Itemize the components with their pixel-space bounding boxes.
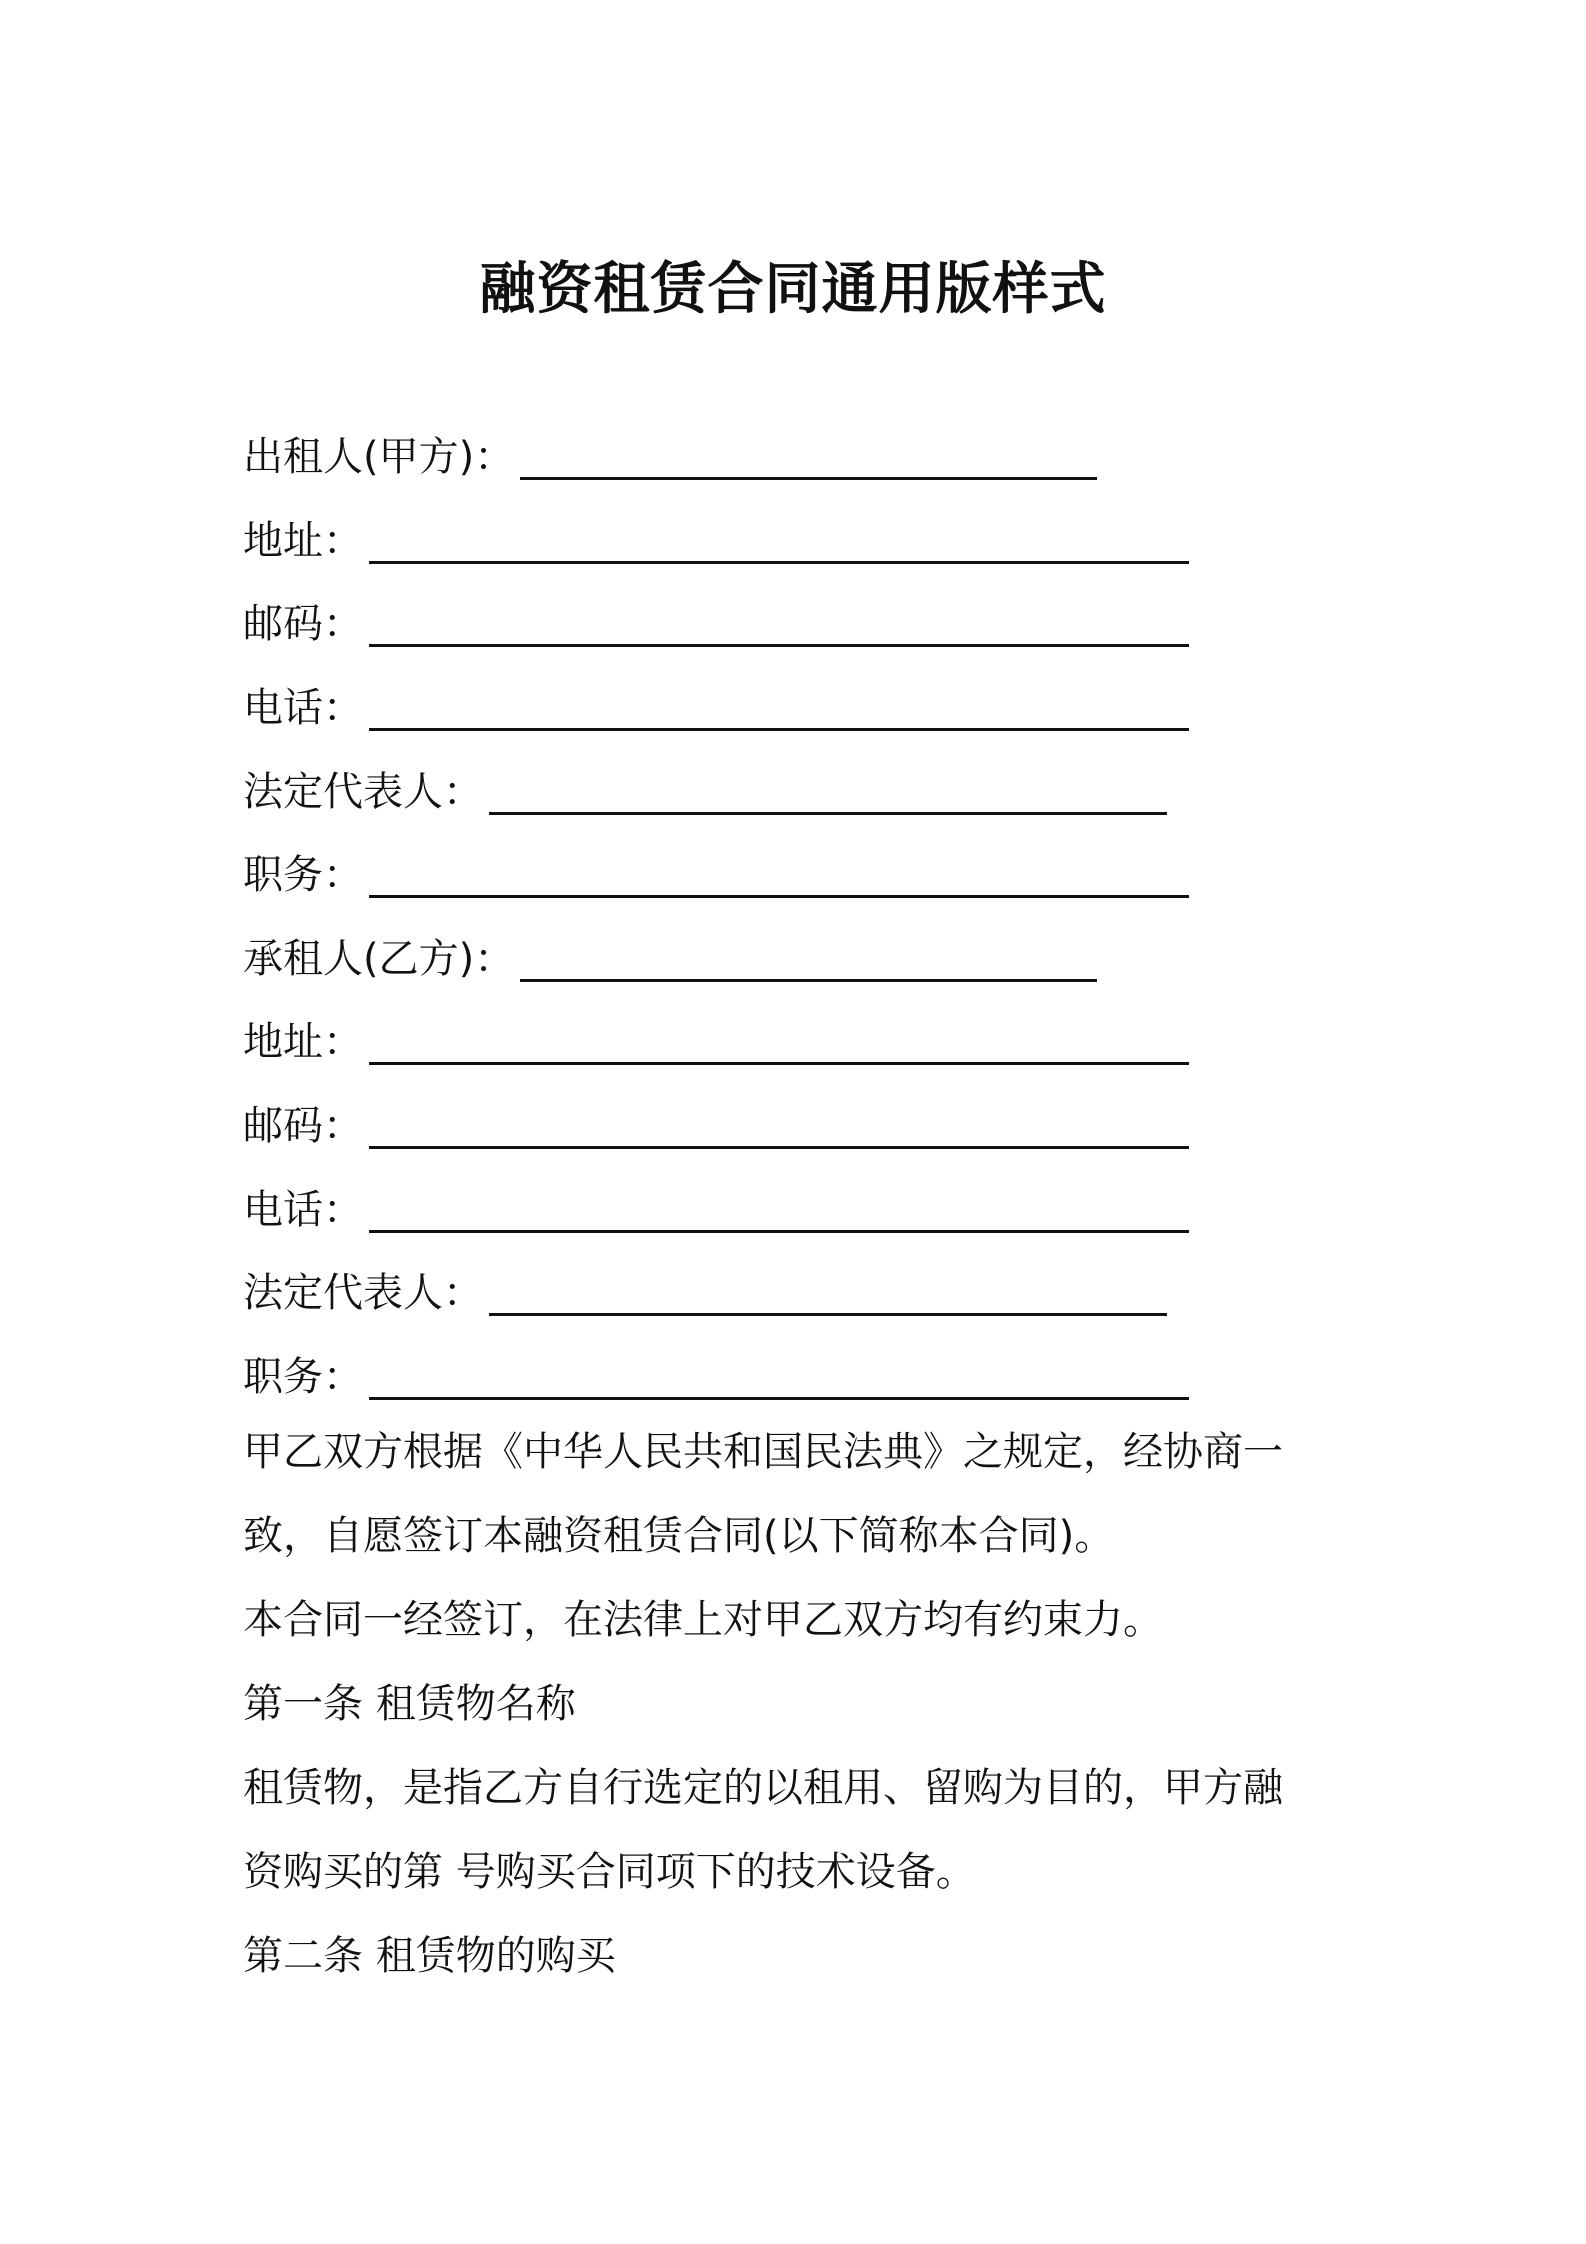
binding-clause: 本合同一经签订，在法律上对甲乙双方均有约束力。	[243, 1597, 1163, 1643]
lessor-address-label: 地址：	[243, 517, 363, 564]
article1-heading: 第一条 租赁物名称	[243, 1681, 576, 1727]
lessee-address-row	[243, 997, 1443, 1081]
lessor-position-blank	[369, 861, 1189, 898]
lessor-postcode-row	[243, 579, 1443, 663]
article1-text-line2: 资购买的第 号购买合同项下的技术设备。	[243, 1849, 976, 1895]
lessor-postcode-label: 邮码：	[243, 601, 363, 648]
lessee-name-label: 承租人(乙方)：	[243, 935, 515, 982]
lessee-postcode-row	[243, 1081, 1443, 1165]
lessee-name-row	[243, 914, 1443, 998]
party-fields	[243, 412, 1443, 1415]
lessee-position-label: 职务：	[243, 1353, 363, 1400]
lessee-legal-rep-label: 法定代表人：	[243, 1270, 483, 1317]
lessee-postcode-blank	[369, 1112, 1189, 1149]
lessee-address-blank	[369, 1028, 1189, 1065]
lessee-phone-blank	[369, 1196, 1189, 1233]
intro-paragraph-line2: 致，自愿签订本融资租赁合同(以下简称本合同)。	[243, 1513, 1115, 1559]
lessee-position-row	[243, 1332, 1443, 1416]
lessor-phone-row	[243, 663, 1443, 747]
lessor-phone-label: 电话：	[243, 685, 363, 732]
lessee-phone-row	[243, 1164, 1443, 1248]
lessor-name-blank	[520, 443, 1097, 480]
lessor-legal-rep-row	[243, 746, 1443, 830]
lessee-legal-rep-row	[243, 1248, 1443, 1332]
intro-paragraph-line1: 甲乙双方根据《中华人民共和国民法典》之规定，经协商一	[243, 1429, 1283, 1475]
article2-heading: 第二条 租赁物的购买	[243, 1933, 616, 1979]
lessor-address-blank	[369, 527, 1189, 564]
lessee-name-blank	[520, 945, 1097, 982]
lessee-position-blank	[369, 1363, 1189, 1400]
document-title: 融资租赁合同通用版样式	[479, 257, 1107, 322]
lessee-address-label: 地址：	[243, 1019, 363, 1066]
lessor-position-label: 职务：	[243, 852, 363, 899]
lessor-postcode-blank	[369, 610, 1189, 647]
lessor-address-row	[243, 496, 1443, 580]
lessor-position-row	[243, 830, 1443, 914]
lessor-name-label: 出租人(甲方)：	[243, 434, 515, 481]
lessee-postcode-label: 邮码：	[243, 1103, 363, 1150]
article1-text-line1: 租赁物，是指乙方自行选定的以租用、留购为目的，甲方融	[243, 1765, 1283, 1811]
lessee-legal-rep-blank	[489, 1279, 1167, 1316]
lessor-phone-blank	[369, 694, 1189, 731]
lessor-name-row	[243, 412, 1443, 496]
contract-body	[243, 1410, 1363, 1998]
lessor-legal-rep-blank	[489, 778, 1167, 815]
lessee-phone-label: 电话：	[243, 1186, 363, 1233]
lessor-legal-rep-label: 法定代表人：	[243, 768, 483, 815]
